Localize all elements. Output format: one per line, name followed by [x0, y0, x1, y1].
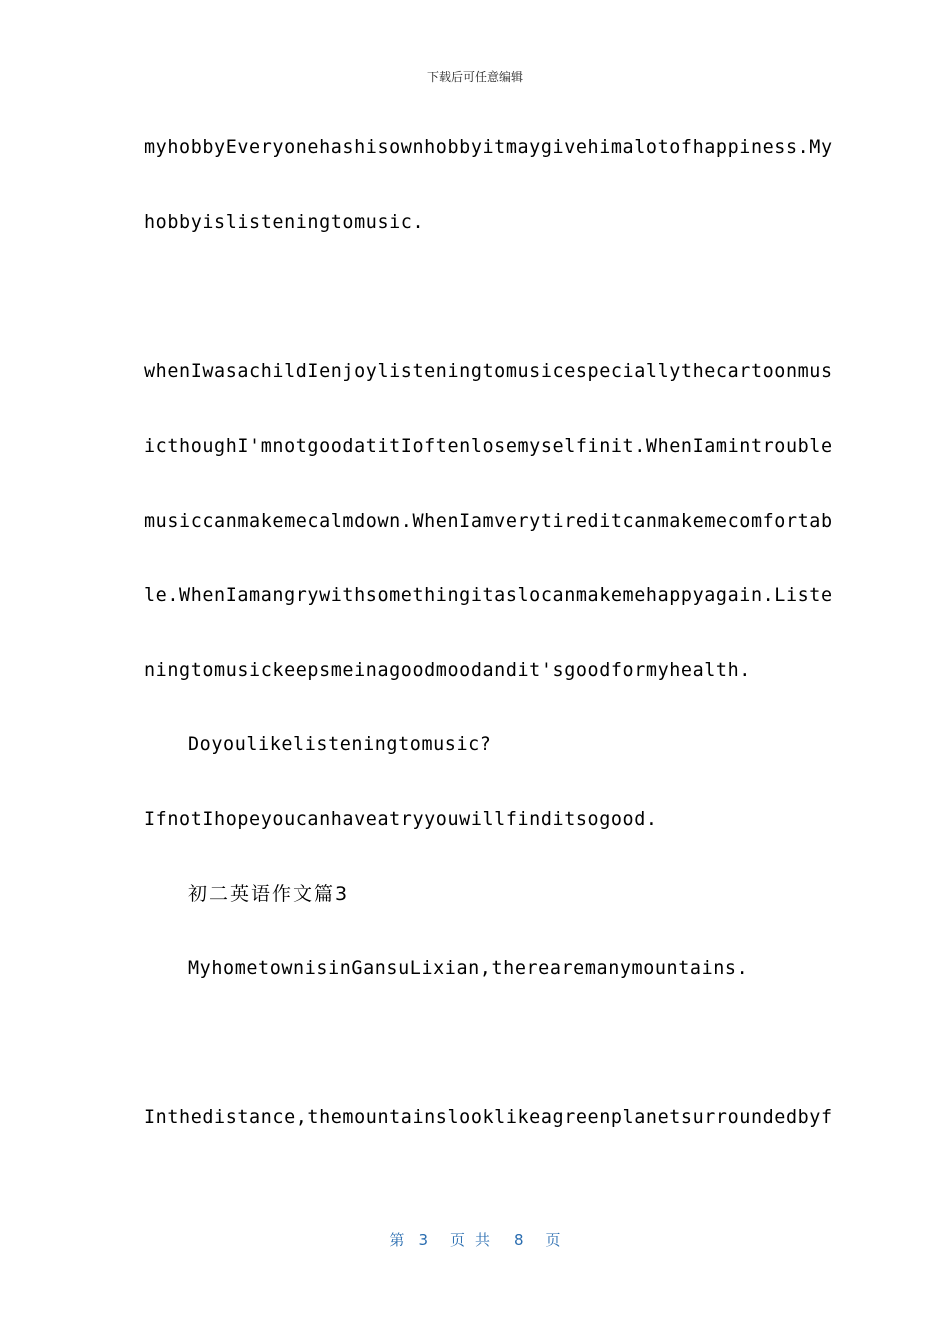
body-line: hobbyislisteningtomusic. — [144, 212, 425, 233]
page-footer — [0, 1229, 950, 1250]
footer-suffix: 页 — [545, 1231, 561, 1249]
footer-page-number: 3 — [418, 1231, 428, 1249]
page-header: 下载后可任意编辑 — [426, 70, 523, 84]
body-line: musiccanmakemecalmdown.WhenIamverytireditcanmakemecomfortab — [144, 511, 833, 532]
body-line-indented: MyhometownisinGansuLixian,therearemanymountains. — [188, 958, 749, 979]
section-heading: 初二英语作文篇3 — [188, 883, 350, 905]
body-line: IfnotIhopeyoucanhaveatryyouwillfinditsogood. — [144, 809, 658, 830]
body-line: myhobbyEveryonehashisownhobbyitmaygivehimalotofhappiness.My — [144, 137, 833, 158]
body-line-indented: Doyoulikelisteningtomusic? — [188, 734, 492, 755]
footer-total-pages: 8 — [514, 1231, 524, 1249]
footer-middle: 页共 — [449, 1231, 500, 1249]
footer-prefix: 第 — [389, 1231, 405, 1249]
body-line: Inthedistance,themountainslooklikeagreenplanetsurroundedbyf — [144, 1107, 833, 1128]
body-line: icthoughI'mnotgoodatitIoftenlosemyselfinit.WhenIamintrouble — [144, 436, 833, 457]
body-line: ningtomusickeepsmeinagoodmoodandit'sgoodformyhealth. — [144, 660, 751, 681]
body-line: whenIwasachildIenjoylisteningtomusicespeciallythecartoonmus — [144, 361, 833, 382]
body-line: le.WhenIamangrywithsomethingitaslocanmakemehappyagain.Liste — [144, 585, 833, 606]
